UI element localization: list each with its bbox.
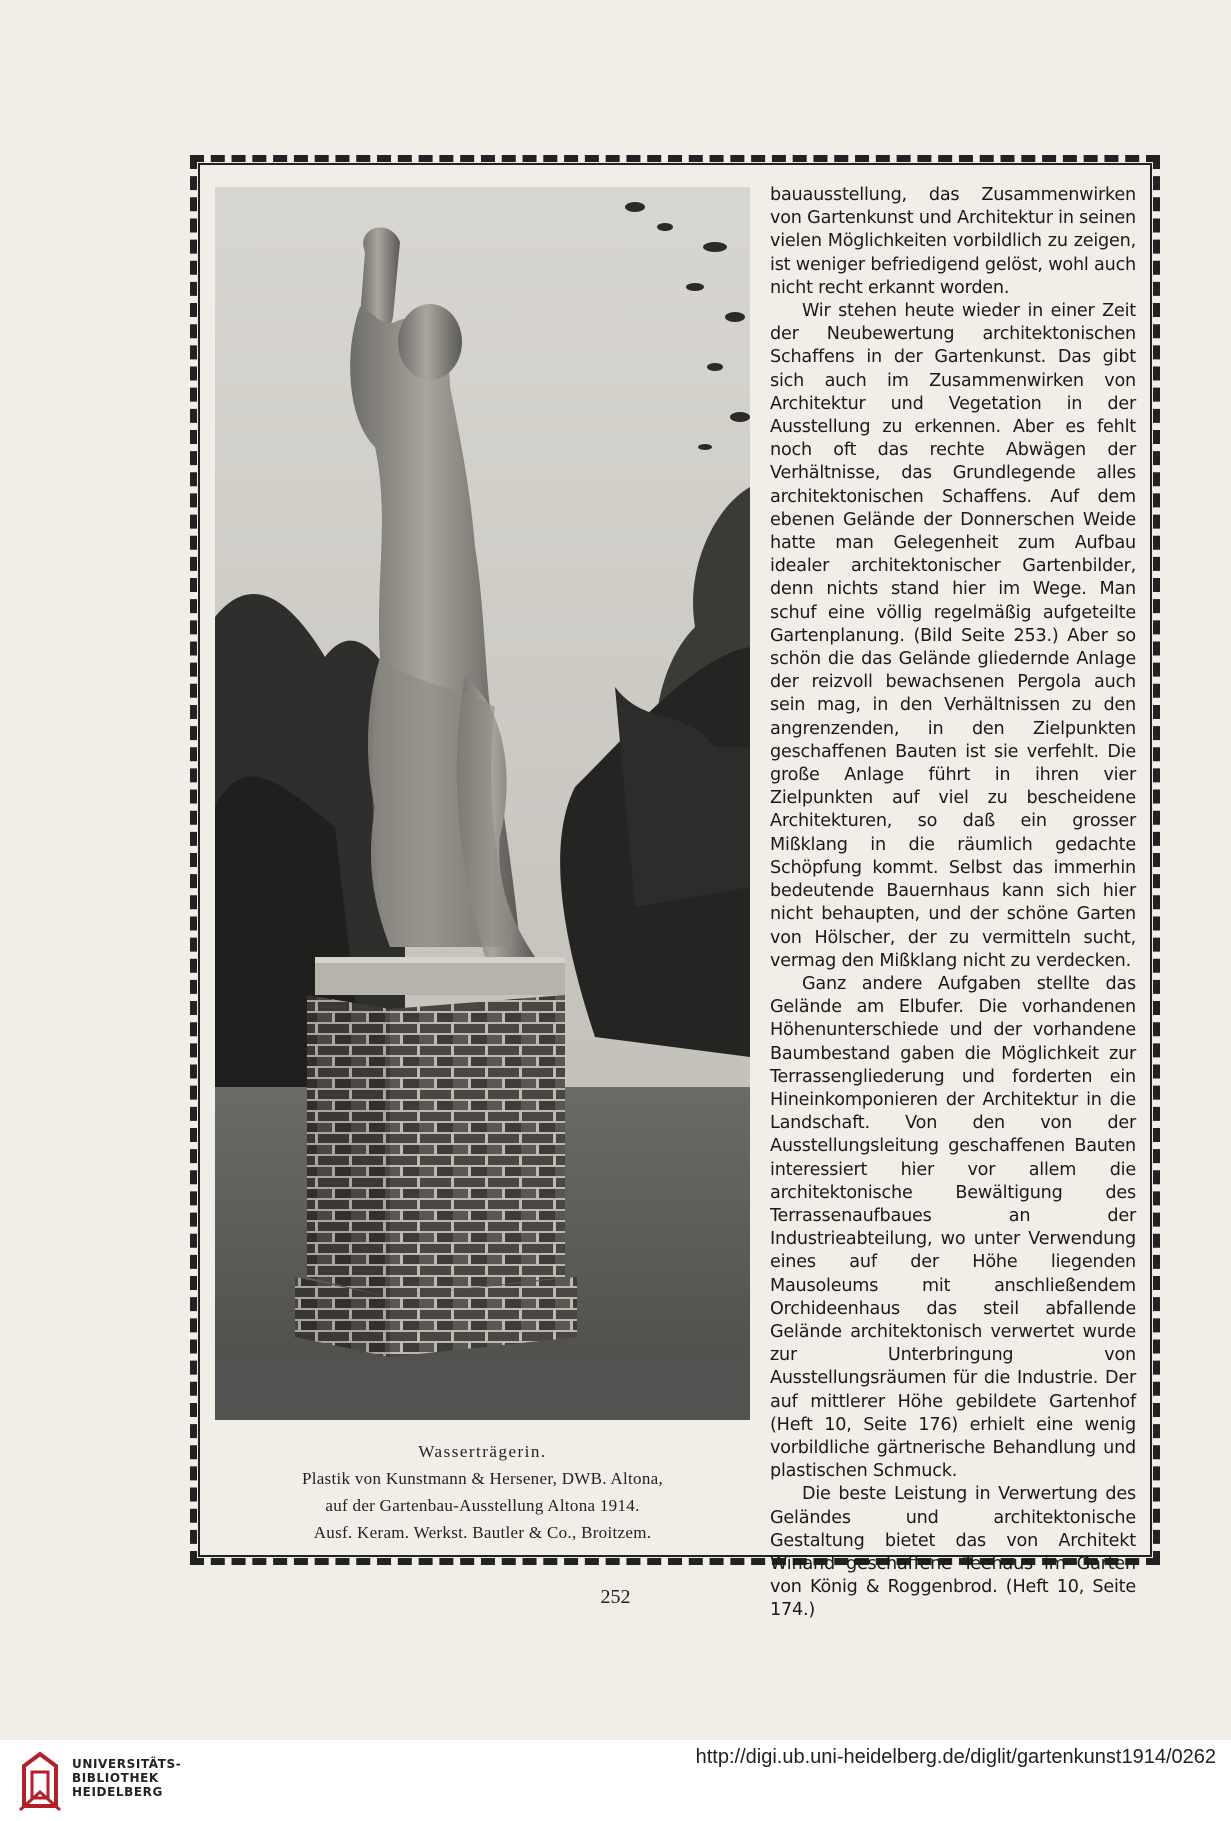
caption-line-3: Ausf. Keram. Werkst. Bautler & Co., Broitzem. <box>313 1523 652 1542</box>
library-name-line-2: BIBLIOTHEK <box>72 1771 159 1785</box>
page-number: 252 <box>600 1586 631 1608</box>
university-library-logo-icon[interactable] <box>18 1748 62 1812</box>
article-paragraph-3: Ganz andere Aufgaben stellte das Gelände am Elbufer. Die vorhandenen Höhenunterschiede und der vorhandene Baumbestand gaben die Möglichkeit zur Terrassengliederung und forderten ein Hineinkomponieren der Architektur in die Landschaft. Von den von der Ausstellungsleitung geschaffenen Bauten interessiert hier vor allem die architektonische Bewältigung des Terrassenaufbaues an der Industrieabteilung, wo unter Verwendung eines auf der Höhe liegenden Mausoleums mit anschließendem Orchideenhaus das steil abfallende Gelände architektonisch verwertet wurde zur Unterbringung von Ausstellungsräumen für die Industrie. Der auf mittlerer Höhe gebildete Gartenhof (Heft 10, Seite 176) erhielt eine wenig vorbildliche gärtnerische Behandlung und plastischen Schmuck. <box>770 973 1136 1482</box>
figure-caption <box>215 1438 750 1546</box>
caption-line-1: Plastik von Kunstmann & Hersener, DWB. Altona, <box>301 1469 664 1488</box>
article-text-column <box>770 184 1136 1623</box>
source-url-link[interactable]: http://digi.ub.uni-heidelberg.de/diglit/gartenkunst1914/0262 <box>695 1746 1216 1768</box>
caption-line-2: auf der Gartenbau-Ausstellung Altona 1914. <box>325 1496 640 1515</box>
statue-photograph <box>215 187 750 1420</box>
library-name-line-3: HEIDELBERG <box>72 1785 163 1799</box>
library-name[interactable] <box>72 1757 181 1799</box>
article-paragraph-4: Die beste Leistung in Verwertung des Geländes und architektonische Gestaltung bietet das von Architekt Winand geschaffene Teehaus im Garten von König & Roggenbrod. (Heft 10, Seite 174.) <box>770 1484 1136 1621</box>
library-name-line-1: UNIVERSITÄTS- <box>72 1757 182 1771</box>
caption-title: Wasserträgerin. <box>418 1442 547 1461</box>
article-paragraph-2: Wir stehen heute wieder in einer Zeit der Neubewertung architektonischen Schaffens in der Gartenkunst. Das gibt sich auch im Zusammenwirken von Architektur und Vegetation in der Ausstellung zu erkennen. Aber es fehlt noch oft das rechte Abwägen der Verhältnisse, das Grundlegende alles architektonischen Schaffens. Auf dem ebenen Gelände der Donnerschen Weide hatte man Gelegenheit zum Aufbau idealer architektonischer Gartenbilder, denn nichts stand hier im Wege. Man schuf eine völlig regelmäßig aufgeteilte Gartenplanung. (Bild Seite 253.) Aber so schön die das Gelände gliedernde Anlage der reizvoll bewachsenen Pergola auch sein mag, in den Verhältnissen zu den angrenzenden, in den Zielpunkten geschaffenen Bauten ist sie verfehlt. Die große Anlage führt in ihren vier Zielpunkten auf viel zu bescheidene Architekturen, so daß ein grosser Mißklang in die räumlich gedachte Schöpfung kommt. Selbst das immerhin bedeutende Bauernhaus kann sich hier nicht behaupten, und der schöne Garten von Hölscher, der zu vermitteln sucht, vermag den Mißklang nicht zu verdecken. <box>770 301 1136 971</box>
article-paragraph-1: bauausstellung, das Zusammenwirken von Gartenkunst und Architektur in seinen vielen Möglichkeiten vorbildlich zu zeigen, ist weniger befriedigend gelöst, wohl auch nicht recht erkannt worden. <box>770 185 1136 298</box>
